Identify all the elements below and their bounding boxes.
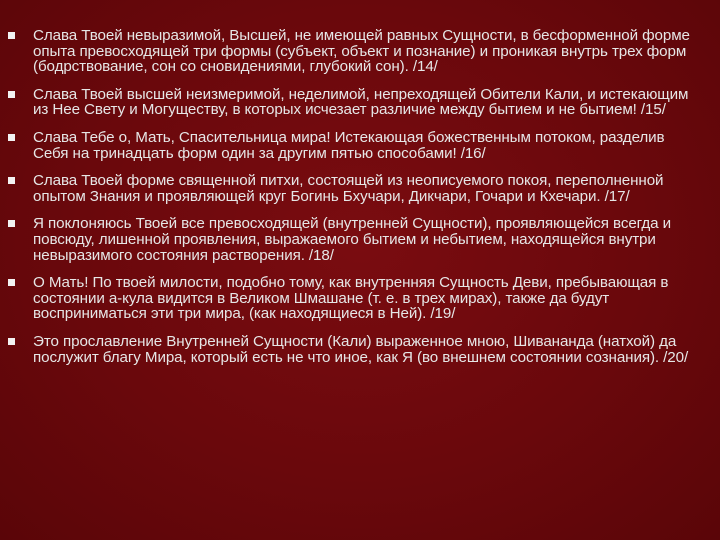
bullet-item [0, 28, 720, 75]
bullet-text: Слава Твоей форме священной питхи, состоящей из неописуемого покоя, переполненной опытом Знания и проявляющей круг Богинь Бхучари, Дикчари, Гочари и Кхечари. /17/ [33, 172, 664, 205]
square-bullet-icon [8, 134, 15, 141]
square-bullet-icon [8, 32, 15, 39]
bullet-item [0, 334, 720, 365]
square-bullet-icon [8, 91, 15, 98]
bullet-text: Слава Твоей высшей неизмеримой, неделимой, непреходящей Обители Кали, и истекающим из Нее Свету и Могуществу, в которых исчезает различие между бытием и не бытием! /15/ [33, 85, 689, 119]
slide-content [0, 28, 720, 377]
bullet-text: О Мать! По твоей милости, подобно тому, как внутренняя Сущность Деви, пребывающая в состоянии а-кула видится в Великом Шмашане (т. е. в трех мирах), также да будут восприниматься эти три мира, (как находящиеся в Ней). /19/ [33, 274, 669, 323]
bullet-text: Это прославление Внутренней Сущности (Кали) выраженное мною, Шивананда (натхой) да послужит благу Мира, который есть не что иное, как Я (во внешнем состоянии сознания). /20/ [33, 332, 689, 366]
square-bullet-icon [8, 177, 15, 184]
bullet-text: Слава Тебе о, Мать, Спасительница мира! Истекающая божественным потоком, разделив Себя на тринадцать форм один за другим пятью способами! /16/ [33, 128, 665, 162]
bullet-item [0, 275, 720, 322]
bullet-item [0, 87, 720, 118]
bullet-item [0, 216, 720, 263]
square-bullet-icon [8, 338, 15, 345]
bullet-item [0, 130, 720, 161]
bullet-text: Слава Твоей невыразимой, Высшей, не имеющей равных Сущности, в бесформенной форме опыта превосходящей три формы (субъект, объект и познание) и проникая внутрь трех форм (бодрствование, сон со сновидениями, глубокий сон). /14/ [33, 27, 690, 76]
bullet-item [0, 173, 720, 204]
square-bullet-icon [8, 279, 15, 286]
square-bullet-icon [8, 220, 15, 227]
bullet-text: Я поклоняюсь Твоей все превосходящей (внутренней Сущности), проявляющейся всегда и повсюду, лишенной проявления, выражаемого бытием и небытием, находящейся внутри невыразимого состояния растворения. /18/ [33, 215, 672, 264]
